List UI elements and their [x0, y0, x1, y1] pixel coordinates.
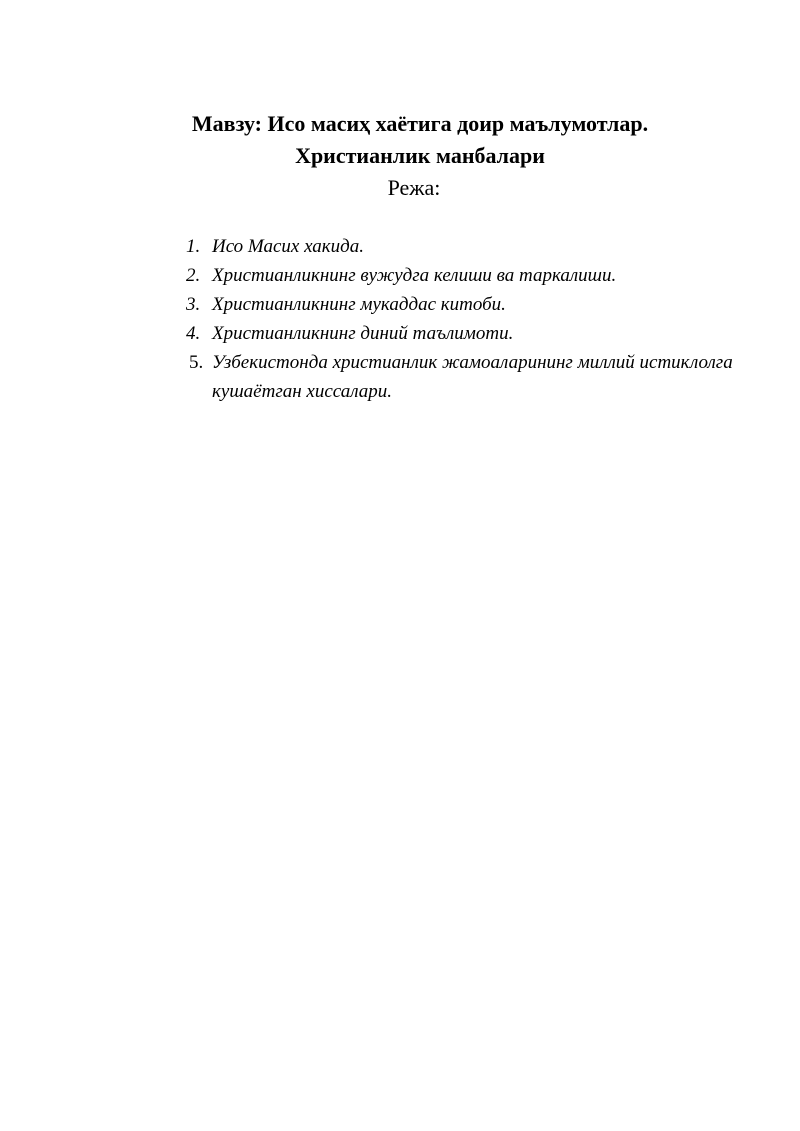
plan-item-number: 5. — [189, 352, 204, 373]
plan-item-number: 4. — [186, 323, 201, 344]
plan-item-5 — [180, 348, 740, 406]
plan-label: Режа: — [387, 175, 441, 200]
plan-item-text: Христианликнинг вужудга келиши ва таркалиши. — [212, 265, 617, 286]
plan-item-text: Узбекистонда христианлик жамоаларининг миллий истиклолга кушаётган хиссалари. — [212, 352, 733, 402]
plan-item-text: Христианликнинг мукаддас китоби. — [212, 294, 506, 315]
plan-item-text: Исо Масих хакида. — [212, 236, 365, 257]
plan-item-4 — [180, 319, 740, 348]
plan-item-number: 3. — [186, 294, 201, 315]
plan-item-3 — [180, 290, 740, 319]
plan-item-number: 1. — [186, 236, 201, 257]
plan-item-text: Христианликнинг диний таълимоти. — [212, 323, 514, 344]
plan-item-number: 2. — [186, 265, 201, 286]
plan-list — [180, 232, 740, 406]
plan-item-2 — [180, 261, 740, 290]
page-title-line-2: Христианлик манбалари — [295, 143, 545, 168]
plan-item-1 — [180, 232, 740, 261]
page-title-line-1: Мавзу: Исо масиҳ хаётига доир маълумотлар. — [191, 111, 649, 136]
